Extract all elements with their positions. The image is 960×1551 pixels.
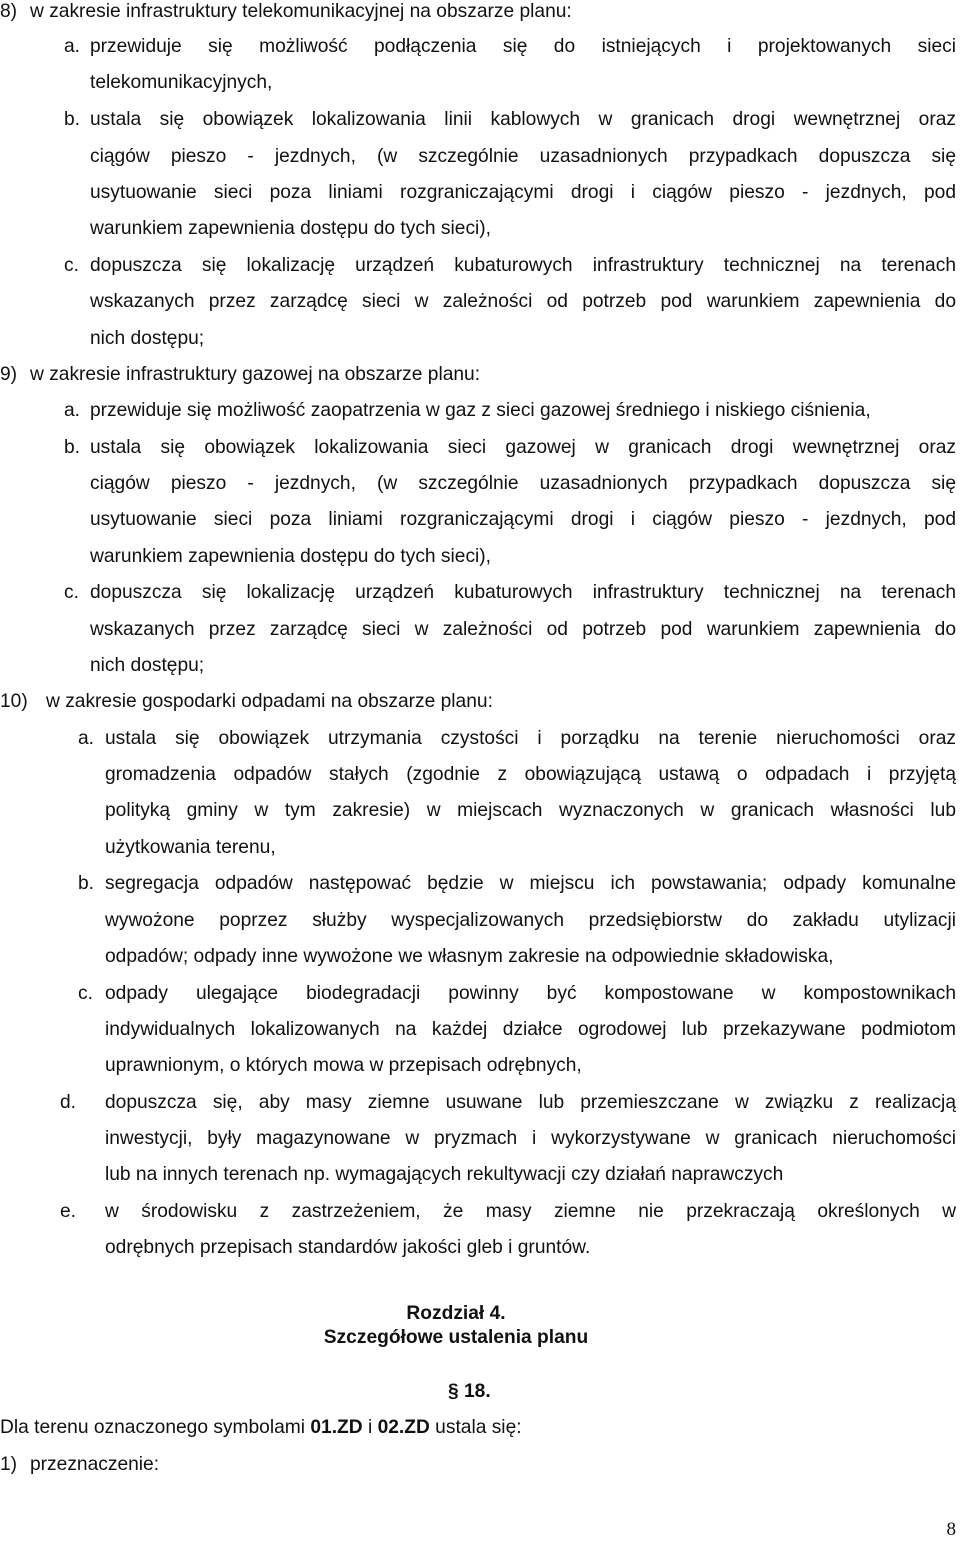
item-1-label: 1) (0, 1454, 18, 1475)
item-9b-line-1: ustala się obowiązek lokalizowania sieci gazowej w granicach drogi wewnętrznej oraz (90, 437, 956, 458)
intro-text-3: ustala się: (429, 1417, 522, 1438)
section-number-value: 18. (464, 1381, 491, 1402)
item-10d-line-1: dopuszcza się, aby masy ziemne usuwane lub przemieszczane w związku z realizacją (105, 1092, 956, 1113)
item-9-text: w zakresie infrastruktury gazowej na obszarze planu: (30, 364, 481, 385)
item-10e-label: e. (60, 1201, 77, 1222)
item-8b-line-4: warunkiem zapewnienia dostępu do tych sieci), (90, 218, 492, 239)
chapter-title: Rozdział 4. (406, 1303, 506, 1324)
item-9b-line-3: usytuowanie sieci poza liniami rozgraniczającymi drogi i ciągów pieszo - jezdnych, pod (90, 509, 956, 530)
item-10b-line-2: wywożone poprzez służby wyspecjalizowanych przedsiębiorstw do zakładu utylizacji (105, 910, 956, 931)
item-9c-line-2: wskazanych przez zarządcę sieci w zależności od potrzeb pod warunkiem zapewnienia do (90, 619, 956, 640)
symbol-01zd: 01.ZD (310, 1417, 363, 1438)
item-10a-label: a. (78, 728, 95, 749)
item-8c-line-2: wskazanych przez zarządcę sieci w zależności od potrzeb pod warunkiem zapewnienia do (90, 291, 956, 312)
item-8-text: w zakresie infrastruktury telekomunikacyjnej na obszarze planu: (30, 1, 572, 22)
item-9a-line-1: przewiduje się możliwość zaopatrzenia w gaz z sieci gazowej średniego i niskiego ciśnienia, (90, 400, 871, 421)
item-10e-line-2: odrębnych przepisach standardów jakości gleb i gruntów. (105, 1237, 591, 1258)
page-number: 8 (946, 1519, 956, 1540)
intro-text-1: Dla terenu oznaczonego symbolami (0, 1417, 311, 1438)
item-10c-line-3: uprawnionym, o których mowa w przepisach odrębnych, (105, 1055, 582, 1076)
item-9c-line-1: dopuszcza się lokalizację urządzeń kubaturowych infrastruktury technicznej na terenach (90, 582, 956, 603)
item-10d-line-2: inwestycji, były magazynowane w pryzmach i wykorzystywane w granicach nieruchomości (105, 1128, 956, 1149)
item-8b-label: b. (64, 109, 81, 130)
item-10e-line-1: w środowisku z zastrzeżeniem, że masy ziemne nie przekraczają określonych w (105, 1201, 956, 1222)
section-intro (0, 1416, 522, 1440)
item-9b-label: b. (64, 437, 81, 458)
item-8a-line-1: przewiduje się możliwość podłączenia się do istniejących i projektowanych sieci (90, 36, 956, 57)
item-10b-line-3: odpadów; odpady inne wywożone we własnym zakresie na odpowiednie składowiska, (105, 946, 834, 967)
item-10b-line-1: segregacja odpadów następować będzie w miejscu ich powstawania; odpady komunalne (105, 873, 956, 894)
item-1-text: przeznaczenie: (30, 1454, 160, 1475)
item-8c-line-1: dopuszcza się lokalizację urządzeń kubaturowych infrastruktury technicznej na terenach (90, 255, 956, 276)
item-10-text: w zakresie gospodarki odpadami na obszarze planu: (46, 691, 493, 712)
item-8b-line-2: ciągów pieszo - jezdnych, (w szczególnie uzasadnionych przypadkach dopuszcza się (90, 146, 956, 167)
item-10c-label: c. (78, 983, 93, 1004)
item-10a-line-3: polityką gminy w tym zakresie) w miejscach wyznaczonych w granicach własności lub (105, 800, 956, 821)
symbol-02zd: 02.ZD (377, 1417, 430, 1438)
item-10a-line-4: użytkowania terenu, (105, 837, 276, 858)
item-8-label: 8) (0, 1, 18, 22)
item-10d-label: d. (60, 1092, 77, 1113)
item-10a-line-1: ustala się obowiązek utrzymania czystości i porządku na terenie nieruchomości oraz (105, 728, 956, 749)
item-8a-label: a. (64, 36, 81, 57)
chapter-subtitle: Szczegółowe ustalenia planu (323, 1327, 589, 1348)
item-9-label: 9) (0, 364, 18, 385)
item-8a-line-2: telekomunikacyjnych, (90, 72, 273, 93)
item-10a-line-2: gromadzenia odpadów stałych (zgodnie z obowiązującą ustawą o odpadach i przyjętą (105, 764, 956, 785)
intro-text-2: i (362, 1417, 378, 1438)
item-10c-line-1: odpady ulegające biodegradacji powinny być kompostowane w kompostownikach (105, 983, 956, 1004)
section-number (448, 1380, 491, 1404)
item-10-label: 10) (0, 691, 28, 712)
section-sign: § (448, 1381, 459, 1402)
item-10d-line-3: lub na innych terenach np. wymagających rekultywacji czy działań naprawczych (105, 1164, 784, 1185)
item-9b-line-2: ciągów pieszo - jezdnych, (w szczególnie uzasadnionych przypadkach dopuszcza się (90, 473, 956, 494)
item-8c-label: c. (64, 255, 79, 276)
item-9c-line-3: nich dostępu; (90, 655, 205, 676)
item-8b-line-1: ustala się obowiązek lokalizowania linii kablowych w granicach drogi wewnętrznej oraz (90, 109, 956, 130)
item-9c-label: c. (64, 582, 79, 603)
item-10c-line-2: indywidualnych lokalizowanych na każdej działce ogrodowej lub przekazywane podmiotom (105, 1019, 956, 1040)
item-8c-line-3: nich dostępu; (90, 328, 205, 349)
item-9b-line-4: warunkiem zapewnienia dostępu do tych sieci), (90, 546, 492, 567)
item-10b-label: b. (78, 873, 95, 894)
item-9a-label: a. (64, 400, 81, 421)
item-8b-line-3: usytuowanie sieci poza liniami rozgraniczającymi drogi i ciągów pieszo - jezdnych, pod (90, 182, 956, 203)
